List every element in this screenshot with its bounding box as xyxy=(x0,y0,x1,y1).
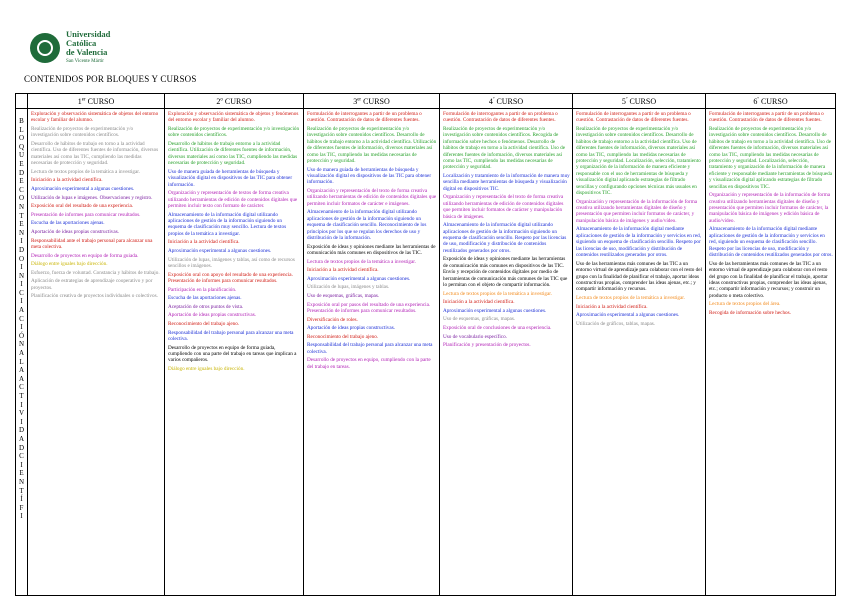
course-contents-3 xyxy=(304,109,440,596)
document-title: CONTENIDOS POR BLOQUES Y CURSOS xyxy=(24,74,197,84)
content-item: Responsabilidad del trabajo personal para alcanzar una meta colectiva. xyxy=(307,342,433,355)
block-label-letter: N xyxy=(18,477,25,486)
course-contents-2 xyxy=(165,109,304,596)
block-label-letter: I xyxy=(20,460,23,469)
column-header-2 xyxy=(165,94,304,109)
content-item: Organización y representación de la información de forma creativa utilizando herramientas digitales de diseño y presentación que permiten incluir formatos de carácter, la manipulación básica de imágenes y edición básica de audio/vídeo. xyxy=(709,192,831,224)
column-number: 6 xyxy=(753,96,758,106)
content-item: Aproximación experimental a algunas cuestiones. xyxy=(443,307,547,314)
block-label-letter: O xyxy=(18,254,25,263)
block-label-letter: N xyxy=(18,271,25,280)
block-label-letter: L xyxy=(19,125,24,134)
content-item: Aceptación de otros puntos de vista. xyxy=(168,303,244,310)
content-item: Almacenamiento de la información digital mediante aplicaciones de gestión de la información y servicios en red, siguiendo un esquema de clasificación sencillo. Respeto por las licencias de uso, modificación y distribución de contenidos reutilizados generados por otros. xyxy=(576,226,702,259)
content-item: Exploración y observación sistemática de objetos del entorno escolar y familiar del alumno. xyxy=(31,111,159,124)
content-item: Almacenamiento de la información digital utilizando aplicaciones de gestión de la información siguiendo un esquema de clasificación muy sencillo. Lectura de textos propios de la temática a investigar. xyxy=(168,211,287,237)
content-item: Planificación y presentación de proyectos. xyxy=(443,342,531,349)
content-item: Lectura de textos propios de la temática a investigar. xyxy=(307,258,417,265)
content-item: Organización y representación de la información de forma creativa utilizando herramientas digitales de diseño y presentación que permiten incluir formatos de carácter, y manipulación básica de imágenes y audio/vídeo. xyxy=(576,198,698,224)
content-item: Iniciación a la actividad científica. xyxy=(443,299,515,306)
header-row xyxy=(16,94,836,109)
content-item: Recogida de información sobre hechos. xyxy=(709,309,791,316)
course-contents-6 xyxy=(706,109,836,596)
university-name: Universidad Católica de Valencia San Vicente Mártir xyxy=(66,29,111,64)
content-item: Uso de las herramientas más comunes de las TIC a un entorno virtual de aprendizaje para colaborar con el resto del grupo con la finalidad de planificar el trabajo, aportar ideas constructivas propias, comprender las ideas ajenas, etc.; compartir información y recursos; y construir un producto o meta colectivo. xyxy=(709,260,828,299)
content-item: Organización y representación del texto de forma creativa utilizando herramientas de edición de contenidos digitales que permiten incluir formatos de carácter e imágenes. xyxy=(307,188,437,207)
content-item: Reconocimiento del trabajo ajeno. xyxy=(168,321,240,327)
content-item: Aportación de ideas propias constructivas. xyxy=(31,228,120,235)
content-item: Presentación de informes para comunicar resultados. xyxy=(31,211,141,218)
block-label-letter: N xyxy=(18,340,25,349)
content-item: Uso de manera guiada de herramientas de búsqueda y visualización digital en dispositivos de las TIC para obtener información. xyxy=(307,166,432,186)
block-label-letter: L xyxy=(19,357,24,366)
content-item: Iniciación a la actividad científica. xyxy=(31,177,103,184)
column-header-1 xyxy=(28,94,165,109)
content-item: Realización de proyectos de experimentación y/o investigación sobre contenidos científicos. xyxy=(31,126,134,139)
block-label-letter: A xyxy=(18,349,25,358)
column-suffix: o xyxy=(220,96,223,102)
content-item: Exploración y observación sistemática de objetos y fenómenos del entorno escolar y familiar del alumno. xyxy=(168,111,299,124)
content-item: Iniciación a la actividad científica. xyxy=(307,267,379,274)
content-item: Responsabilidad ante el trabajo personal para alcanzar una meta colectiva. xyxy=(31,237,153,250)
content-item: Formulación de interrogantes a partir de un problema o cuestión. Contrastación de datos de diferentes fuentes. xyxy=(443,111,558,124)
block-label-letter: T xyxy=(19,486,24,495)
column-label: CURSO xyxy=(494,96,524,106)
content-item: Desarrollo de proyectos en equipo, cumpliendo con la parte del trabajo en tareas. xyxy=(307,357,431,370)
content-item: Realización de proyectos de experimentación y/o investigación sobre contenidos científicos. Desarrollo de hábitos de trabajo entorno a la actividad científica. Uso de diferentes fuentes de información, diversos materiales así como las TIC, cumpliendo las medidas necesarias de protección y seguridad. Localización, selección, tratamiento y organización de la información de manera eficiente y responsable con el uso de herramientas de búsqueda y visualización digital aplicando estrategias de filtrado sencillas y configurando opciones técnicas más usuales en dispositivos TIC. xyxy=(576,126,701,197)
column-header-4 xyxy=(440,94,573,109)
block-label-letter: C xyxy=(19,185,24,194)
column-suffix: er xyxy=(81,96,86,102)
content-item: Exposición oral por pasos del resultado de una experiencia. Presentación de informes para comunicar resultados. xyxy=(307,301,431,315)
column-header-3 xyxy=(304,94,440,109)
block-label-letter: C xyxy=(19,288,24,297)
content-item: Localización y tratamiento de la información de manera muy sencilla mediante herramientas de búsqueda y visualización digital en dispositivos TIC. xyxy=(443,173,570,192)
column-suffix: º xyxy=(625,96,628,102)
column-number: 1 xyxy=(77,96,82,106)
content-item: Diálogo entre iguales bajo dirección. xyxy=(168,366,245,372)
block-label-letter: Ó xyxy=(18,331,25,340)
content-item: Uso de las herramientas más comunes de las TIC a un entorno virtual de aprendizaje para colaborar con el resto del grupo con la finalidad de planificar el trabajo, aportar ideas constructivas propias, comprender las ideas ajenas, etc.; y compartir información y recursos. xyxy=(576,260,703,293)
block-label-letter: Í xyxy=(20,495,23,504)
course-contents-5 xyxy=(573,109,706,596)
content-item: Uso de esquemas, gráficas, mapas. xyxy=(443,316,516,323)
block-label-letter: T xyxy=(19,211,24,220)
content-item: Iniciación a la actividad científica. xyxy=(576,303,648,310)
block-label-letter: D xyxy=(18,443,25,452)
university-seal-icon xyxy=(30,33,60,63)
block-label-letter: I xyxy=(20,512,23,521)
block-label-letter: I xyxy=(20,237,23,246)
column-label: CURSO xyxy=(85,96,115,106)
content-item: Realización de proyectos de experimentación y/o investigación sobre contenidos científicos. Desarrollo de hábitos de trabajo en torno a la actividad científica. Uso de diferentes fuentes de información, diversos materiales así como las TIC, cumpliendo las medidas necesarias de protección y seguridad. Localización, selección, tratamiento y organización de la información de manera eficiente y responsable mediante herramientas de búsqueda y visualización digital aplicando estrategias de filtrado sencillas en dispositivos TIC. xyxy=(709,126,833,190)
content-item: Desarrollo de hábitos de trabajo en torno a la actividad científica. Uso de diferentes fuentes de información, diversos materiales así como las TIC, cumpliendo las medidas necesarias de protección y seguridad. xyxy=(31,141,159,167)
block-label-letter: V xyxy=(18,409,25,418)
content-item: Realización de proyectos de experimentación y/o investigación sobre contenidos científicos. xyxy=(168,126,300,139)
block-label-letter: D xyxy=(18,426,25,435)
block-label-letter: E xyxy=(19,177,24,186)
block-label-letter: I xyxy=(20,297,23,306)
content-item: Organización y representación de textos de forma creativa utilizando herramientas de edición de contenidos digitales que permiten incluir texto con formato de carácter. xyxy=(168,190,298,210)
content-item: Uso de vocabulario específico. xyxy=(443,333,507,340)
block-label-letter: C xyxy=(19,314,24,323)
content-item: Formulación de interrogantes a partir de un problema o cuestión. Contrastación de datos de diferentes fuentes. xyxy=(709,111,824,124)
block-label-letter: I xyxy=(20,263,23,272)
contents-table xyxy=(15,93,836,596)
column-number: 4 xyxy=(488,96,493,106)
block-label-letter: C xyxy=(19,452,24,461)
content-item: Aplicación de estrategias de aprendizaje cooperativo y por proyectos. xyxy=(31,278,153,291)
column-number: 2 xyxy=(216,96,221,106)
content-item: Utilización de lupas e imágenes. Observaciones y registro. xyxy=(31,194,153,201)
content-item: Utilización de lupas, imágenes y tablas, así como de recursos sencillos e imágenes. xyxy=(168,256,295,270)
column-label: CURSO xyxy=(222,96,252,106)
content-item: Uso de esquemas, gráficas, mapas. xyxy=(307,293,380,300)
block-label-letter: D xyxy=(18,168,25,177)
content-item: Uso de manera guiada de herramientas de búsqueda y visualización digital en dispositivos de las TIC para obtener información. xyxy=(168,168,293,188)
column-label: CURSO xyxy=(627,96,657,106)
block-label-letter: N xyxy=(18,228,25,237)
content-item: Desarrollo de proyectos en equipo de forma guiada. xyxy=(31,252,139,259)
content-item: Lectura de textos propios de la temática a investigar. xyxy=(576,294,686,301)
block-label-letter: A xyxy=(18,366,25,375)
column-header-6 xyxy=(706,94,836,109)
content-item: Esfuerzo, fuerza de voluntad. Constancia y hábitos de trabajo. xyxy=(31,269,160,276)
content-item: Formulación de interrogantes a partir de un problema o cuestión. Contrastación de datos de diferentes fuentes. xyxy=(576,111,691,124)
content-item: Responsabilidad del trabajo personal para alcanzar una meta colectiva. xyxy=(168,329,294,342)
block-label-letter: A xyxy=(18,374,25,383)
content-item: Formulación de interrogantes a partir de un problema o cuestión. Contrastación de datos de diferentes fuentes. xyxy=(307,111,422,124)
column-suffix: er xyxy=(357,96,362,102)
content-row xyxy=(16,109,836,596)
column-suffix: º xyxy=(492,96,495,102)
course-contents-4 xyxy=(440,109,573,596)
content-item: Escucha de las aportaciones ajenas. xyxy=(31,220,105,227)
content-item: Lectura de textos propios del área. xyxy=(709,301,781,308)
block-label-letter: E xyxy=(19,469,24,478)
content-item: Reconocimiento del trabajo ajeno. xyxy=(307,333,379,340)
content-item: Realización de proyectos de experimentación y/o investigación sobre contenidos científicos. Recogida de información sobre hechos o fenómenos. Desarrollo de hábitos de trabajo en torno a la actividad científica. Uso de diferentes fuentes de información, diversos materiales así como las TIC, cumpliendo las medidas necesarias de protección y seguridad. xyxy=(443,126,566,171)
block-label-letter: C xyxy=(19,383,24,392)
university-logo xyxy=(30,30,180,66)
block-label-letter: O xyxy=(18,134,25,143)
content-item: Escucha de las aportaciones ajenas. xyxy=(168,295,242,302)
content-item: Diversificación de roles. xyxy=(307,316,358,323)
content-item: Almacenamiento de la información digital utilizando aplicaciones de gestión de la información siguiendo un esquema de clasificación sencillo. Reconocimiento de los principios por los que se regulan los derechos de uso y distribución de la información. xyxy=(307,209,427,242)
course-contents-1 xyxy=(28,109,165,596)
content-item: Lectura de textos propios de la temática a investigar. xyxy=(443,290,553,297)
block-label-letter: Q xyxy=(18,142,25,151)
content-item: Utilización de gráficos, tablas, mapas. xyxy=(576,320,656,327)
content-item: Organización y representación del texto de forma creativa utilizando herramientas de edición de contenidos digitales que permiten incluir formatos de carácter y manipulación básica de imágenes. xyxy=(443,194,564,220)
content-item: Lectura de textos propios de la temática a investigar. xyxy=(31,168,141,175)
column-number: 5 xyxy=(621,96,626,106)
column-number: 3 xyxy=(353,96,358,106)
content-item: Aportación de ideas propias constructivas. xyxy=(307,325,396,332)
content-item: Aproximación experimental a algunas cuestiones. xyxy=(168,248,272,255)
block-label-letter: U xyxy=(18,151,25,160)
block-label-letter: O xyxy=(18,194,25,203)
block-label-letter: A xyxy=(18,434,25,443)
column-label: CURSO xyxy=(758,96,788,106)
block-label xyxy=(16,109,28,596)
content-item: Aproximación experimental a algunas cuestiones. xyxy=(576,312,680,319)
content-item: Diálogo entre iguales bajo dirección. xyxy=(31,261,108,268)
block-label-letter: F xyxy=(19,503,24,512)
content-item: Exposición oral con apoyo del resultado de una experiencia. Presentación de informes para comunicar resultados. xyxy=(168,271,293,285)
column-label: CURSO xyxy=(361,96,390,106)
column-header-5 xyxy=(573,94,706,109)
block-label-letter: I xyxy=(20,280,23,289)
block-label-letter: E xyxy=(19,220,24,229)
content-item: Exposición de ideas y opiniones mediante las herramientas de comunicación más comunes en dispositivos de las TIC. xyxy=(307,243,436,257)
content-item: Desarrollo de proyectos en equipo de forma guiada, cumpliendo con una parte del trabajo en tareas que implican a varios compañeros. xyxy=(168,344,297,364)
content-item: Iniciación a la actividad científica. xyxy=(168,239,240,246)
content-item: Planificación creativa de proyectos individuales o colectivos. xyxy=(31,293,158,300)
corner-cell xyxy=(16,94,28,109)
content-item: Realización de proyectos de experimentación y/o investigación sobre contenidos científicos. Desarrollo de hábitos de trabajo entorno a la actividad científica. Utilización de diferentes fuentes de información, diversos materiales así como las TIC, cumpliendo las medidas necesarias de protección y seguridad. xyxy=(307,126,437,165)
block-label-letter: I xyxy=(20,400,23,409)
content-item: Utilización de lupas, imágenes y tablas. xyxy=(307,284,390,291)
content-item: Exposición de ideas y opiniones mediante las herramientas de comunicación más comunes en dispositivos de las TIC. Envío y recepción de contenidos digitales por medio de herramientas de comunicación más comunes de las TIC que lo permitan con el objeto de compartir información. xyxy=(443,256,568,289)
block-label-letter: B xyxy=(19,117,24,125)
block-label-letter: T xyxy=(19,392,24,400)
block-label-letter: E xyxy=(19,159,24,168)
block-label-letter: D xyxy=(18,245,25,254)
content-item: Almacenamiento de la información digital mediante aplicaciones de gestión de la información y servicios en red, siguiendo un esquema de clasificación sencillo. Respeto por las licencias de uso, modificación y distribución de contenidos reutilizados generados por otros. xyxy=(709,226,833,259)
content-item: Aportación de ideas propias constructivas. xyxy=(168,312,257,319)
content-item: Exposición oral de conclusiones de una experiencia. xyxy=(443,325,552,332)
content-item: Participación en la planificación. xyxy=(168,286,237,293)
block-label-letter: N xyxy=(18,202,25,211)
content-item: Aproximación experimental a algunas cuestiones. xyxy=(31,186,135,192)
content-item: Exposición oral del resultado de una experiencia. xyxy=(31,203,134,210)
content-item: Almacenamiento de la información digital utilizando aplicaciones de gestión de la información siguiendo un esquema de clasificación sencillo. Respeto por las licencias de uso, modificación y distribución de contenidos reutilizados generados por otros. xyxy=(443,222,567,254)
block-label-letter: I xyxy=(20,323,23,332)
column-suffix: º xyxy=(757,96,759,102)
content-item: Aproximación experimental a algunas cuestiones. xyxy=(307,275,411,282)
block-label-letter: I xyxy=(20,417,23,426)
content-item: Desarrollo de hábitos de trabajo entorno a la actividad científica. Utilización de diferentes fuentes de información, diversos materiales así como las TIC, cumpliendo las medidas necesarias de protección y seguridad. xyxy=(168,141,298,167)
block-label-letter: A xyxy=(18,306,25,315)
